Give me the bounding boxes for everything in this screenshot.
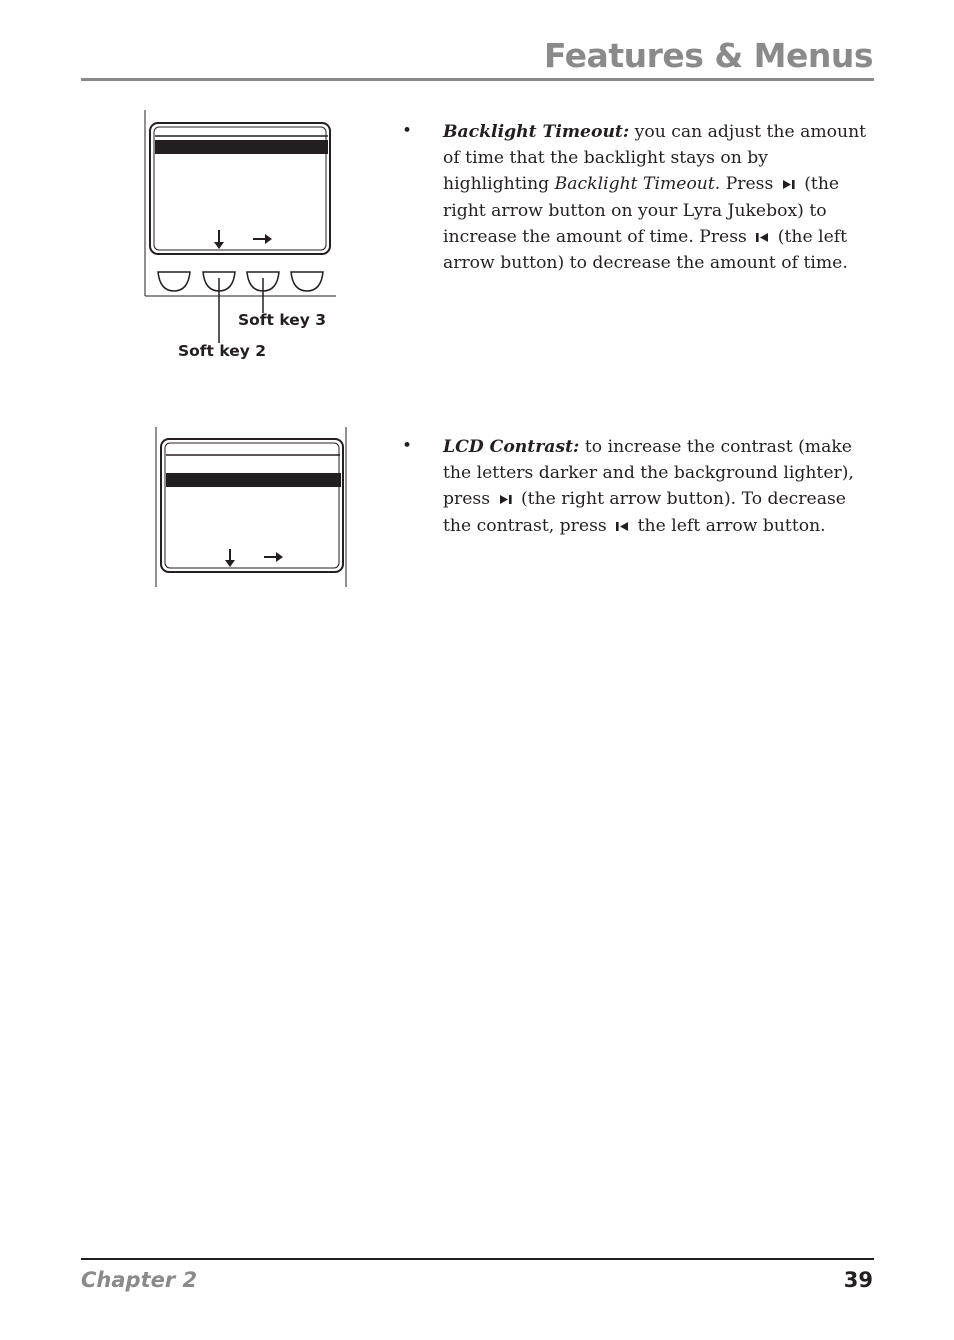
- text-run: (the right arrow button on your Lyra Jukebox) to increase the amount of time. Press: [443, 174, 840, 247]
- text-run: you can adjust the amount of time that the backlight stays on by highlighting: [443, 122, 867, 195]
- footer-chapter: Chapter 2: [81, 1268, 198, 1292]
- lcd-figure-backlight: [140, 108, 340, 368]
- lcd-contrast-paragraph: [443, 434, 871, 539]
- soft-key-2-callout: Soft key 2: [178, 342, 267, 360]
- lcd-figure-contrast: [150, 425, 350, 590]
- highlighted-menu-row: [166, 473, 341, 487]
- text-run: . Press: [714, 174, 779, 195]
- term-backlight-timeout: Backlight Timeout:: [443, 122, 630, 142]
- backlight-timeout-paragraph: [443, 119, 871, 276]
- bullet: •: [402, 121, 413, 141]
- emphasis-run: Backlight Timeout: [554, 174, 715, 195]
- previous-track-icon: [755, 232, 769, 243]
- soft-key-1[interactable]: [158, 272, 190, 291]
- text-run: (the right arrow button). To decrease the contrast, press: [443, 489, 846, 536]
- header-rule: [81, 78, 874, 81]
- text-run: to increase the contrast (make the letters darker and the background lighter), press: [443, 437, 854, 510]
- previous-track-icon: [615, 521, 629, 532]
- soft-key-4[interactable]: [291, 272, 323, 291]
- text-run: the left arrow button.: [632, 515, 826, 536]
- term-lcd-contrast: LCD Contrast:: [443, 437, 580, 457]
- bullet: •: [402, 436, 413, 456]
- footer-page-number: 39: [843, 1268, 873, 1292]
- highlighted-menu-row: [155, 140, 328, 154]
- page-title: Features & Menus: [543, 36, 873, 75]
- footer-rule: [81, 1258, 874, 1260]
- soft-key-3-callout: Soft key 3: [238, 311, 327, 329]
- next-track-icon: [782, 179, 796, 190]
- text-run: (the left arrow button) to decrease the amount of time.: [443, 226, 848, 274]
- next-track-icon: [499, 494, 513, 505]
